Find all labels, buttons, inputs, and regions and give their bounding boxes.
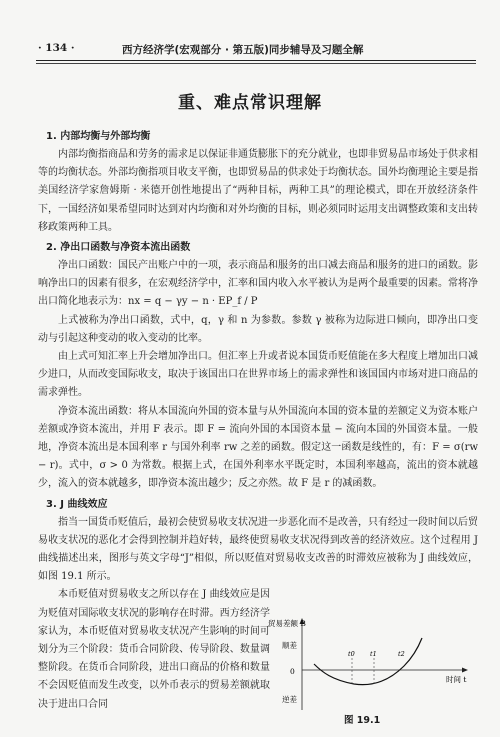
surplus-label: 顺差 — [282, 641, 297, 650]
tick-label-t0: t0 — [348, 650, 355, 658]
section-heading: 2. 净出口函数与净资本流出函数 — [46, 242, 191, 254]
page-title: 重、难点常识理解 — [178, 93, 322, 113]
paragraph: 内部均衡指商品和劳务的需求足以保证非通货膨胀下的充分就业，也即非贸易品市场处于供求相等的均衡状态。外部均衡指项目收支平衡，也即贸易品的供求处于均衡状态。国外均衡理论主要是指美国经济学家詹姆斯 · 米德开创性地提出了“两种目标，两种工具”的理论模式，即在开放经济条件下，一国经济如果希望同时达到对内均衡和对外均衡的目标，则必须同时运用支出调整政策和支出转移政策两种工具。 — [38, 149, 478, 233]
paragraph: 由上式可知汇率上升会增加净出口。但汇率上升或者说本国货币贬值能在多大程度上增加出口减少进口，从而改变国际收支，取决于该国出口在世界市场上的需求弹性和该国国内市场对进口商品的需求弹性。 — [38, 351, 478, 399]
header-rule-thin — [36, 63, 476, 64]
page-number: · 134 · — [38, 42, 75, 54]
paragraph: 净出口函数：国民产出账户中的一项，表示商品和服务的出口减去商品和服务的进口的函数。影响净出口的因素有很多，在宏观经济学中，汇率和国内收入水平被认为是两个最重要的因素。常将净出口简化地表示为：nx = q − γy − n · EP_f / P — [38, 260, 478, 308]
tick-label-t2: t2 — [398, 650, 405, 658]
paragraph: 本币贬值对贸易收支之所以存在 J 曲线效应是因为贬值对国际收支状况的影响存在时滞。西方经济学家认为，本币贬值对贸易收支状况产生影响的时间可划分为三个阶段：货币合同阶段、传导阶段、数量调整阶段。在货币合同阶段，进出口商品的价格和数量不会因贬值而发生改变，以外币表示的贸易差额就取决于进出口合同 — [38, 589, 270, 710]
paragraph: 上式被称为净出口函数，式中，q，γ 和 n 为参数。参数 γ 被称为边际进口倾向，即净出口变动与引起这种变动的收入变动的比率。 — [38, 314, 478, 344]
header-rule — [36, 60, 476, 61]
paragraph: 净资本流出函数：将从本国流向外国的资本量与从外国流向本国的资本量的差额定义为资本账户差额或净资本流出，并用 F 表示。即 F = 流向外国的本国资本量 − 流向本国的外国资本量。一般地，净资本流出是本国利率 r 与国外利率 rw 之差的函数。假定这一函数是线性的，有：F = σ(rw − r)。式中，σ > 0 为常数。根据上式，在国外利率水平既定时，本国利率越高，流出的资本就越少，流入的资本就越多，即净资本流出越少；反之亦然。故 F 是 r 的减函数。 — [38, 405, 478, 490]
x-axis-label: 时间 t — [446, 675, 467, 684]
figure-caption: 图 19.1 — [344, 715, 381, 726]
x-axis-arrow-icon — [462, 668, 468, 673]
origin-label: 0 — [290, 667, 295, 676]
deficit-label: 逆差 — [282, 695, 297, 704]
tick-label-t1: t1 — [370, 650, 377, 658]
section-heading: 1. 内部均衡与外部均衡 — [46, 131, 151, 142]
paragraph: 指当一国货币贬值后，最初会使贸易收支状况进一步恶化而不是改善，只有经过一段时间以后贸易收支状况的恶化才会得到控制并趋好转，最终使贸易收支状况得到改善的经济效应。这个过程用 J 曲线描述出来，图形与英文字母“J”相似，所以贬值对贸易收支改善的时滞效应被称为 J 曲线效应，如图 19.1 所示。 — [38, 516, 478, 583]
book-title: 西方经济学(宏观部分 · 第五版)同步辅导及习题全解 — [122, 44, 364, 56]
y-axis-label: 贸易差额 B — [268, 619, 306, 628]
section-heading: 3. J 曲线效应 — [46, 498, 108, 510]
j-curve — [314, 638, 422, 685]
running-header — [38, 42, 474, 58]
